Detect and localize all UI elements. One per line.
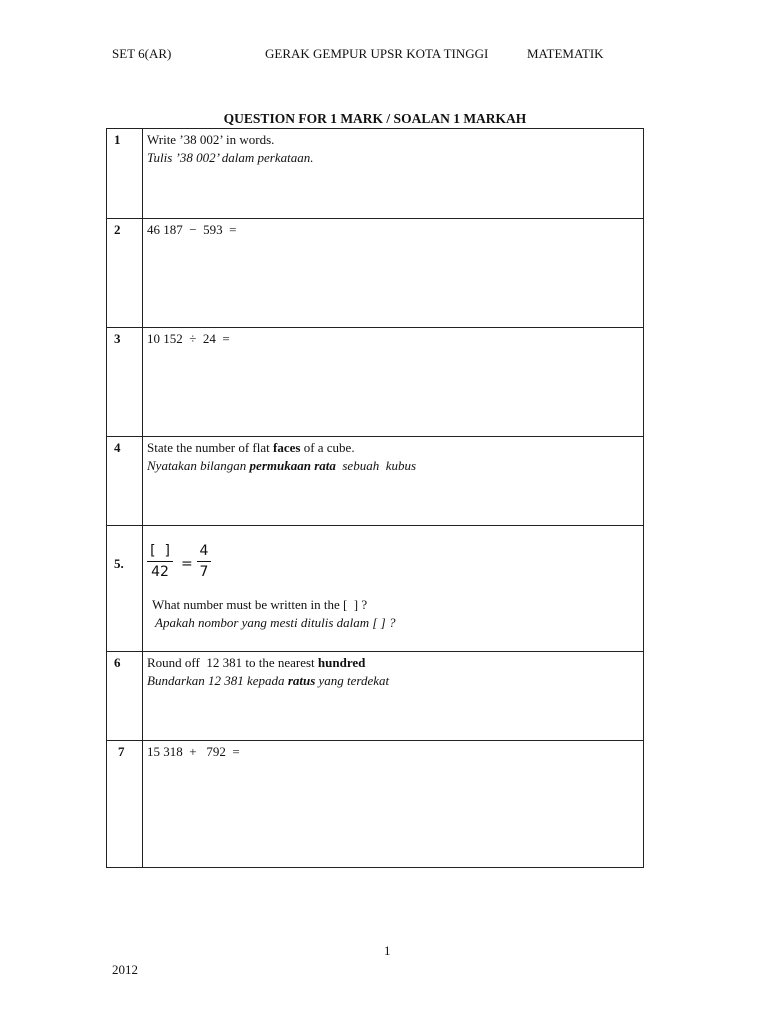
fraction-denominator: 7 bbox=[199, 564, 209, 580]
bold-term: faces bbox=[273, 440, 301, 455]
fraction-numerator: 4 bbox=[197, 542, 211, 562]
header-set-label: SET 6(AR) bbox=[112, 46, 172, 61]
fraction-equation bbox=[147, 528, 643, 596]
question-number: 1 bbox=[107, 129, 143, 219]
question-row-5 bbox=[107, 526, 644, 652]
fraction-numerator: [ ] bbox=[147, 542, 173, 562]
text-span: State the number of flat bbox=[147, 440, 273, 455]
question-content bbox=[143, 129, 644, 219]
section-title: QUESTION FOR 1 MARK / SOALAN 1 MARKAH bbox=[223, 111, 527, 126]
question-content bbox=[143, 652, 644, 741]
question-text-en bbox=[147, 654, 643, 672]
text-span: sebuah kubus bbox=[335, 458, 417, 473]
question-row-4 bbox=[107, 437, 644, 526]
question-expression: 15 318 + 792 = bbox=[147, 744, 240, 759]
fraction-right bbox=[197, 542, 211, 581]
bold-term: hundred bbox=[317, 655, 366, 670]
question-row-7 bbox=[107, 741, 644, 868]
fraction-left bbox=[147, 542, 173, 581]
question-text-en: What number must be written in the [ ] ? bbox=[152, 597, 368, 612]
question-text-en: Write ’38 002’ in words. bbox=[147, 132, 275, 147]
question-expression: 10 152 ÷ 24 = bbox=[147, 331, 230, 346]
question-content bbox=[143, 526, 644, 652]
question-row-3 bbox=[107, 328, 644, 437]
text-span: of a cube. bbox=[300, 440, 355, 455]
text-span: Bundarkan 12 381 kepada bbox=[147, 673, 288, 688]
question-number: 3 bbox=[107, 328, 143, 437]
question-row-2 bbox=[107, 219, 644, 328]
fraction-denominator: 42 bbox=[151, 564, 169, 580]
question-expression: 46 187 − 593 = bbox=[147, 222, 237, 237]
header-program-title: GERAK GEMPUR UPSR KOTA TINGGI bbox=[265, 46, 489, 61]
question-text-ms: Tulis ’38 002’ dalam perkataan. bbox=[147, 150, 314, 165]
question-text-ms bbox=[147, 457, 643, 475]
question-content bbox=[143, 328, 644, 437]
question-number: 5. bbox=[107, 526, 143, 652]
questions-table bbox=[106, 128, 644, 868]
question-text-en bbox=[147, 439, 643, 457]
equals-sign: = bbox=[181, 556, 193, 572]
question-number: 7 bbox=[107, 741, 143, 868]
question-number: 6 bbox=[107, 652, 143, 741]
question-number: 2 bbox=[107, 219, 143, 328]
bold-term: permukaan rata bbox=[249, 458, 336, 473]
text-span: Round off 12 381 to the nearest bbox=[147, 655, 318, 670]
question-row-6 bbox=[107, 652, 644, 741]
footer-year: 2012 bbox=[112, 962, 138, 977]
header-subject: MATEMATIK bbox=[527, 46, 604, 61]
question-content bbox=[143, 741, 644, 868]
text-span: yang terdekat bbox=[315, 673, 390, 688]
question-content bbox=[143, 219, 644, 328]
page-number: 1 bbox=[384, 943, 391, 958]
question-row-1 bbox=[107, 129, 644, 219]
question-number: 4 bbox=[107, 437, 143, 526]
question-content bbox=[143, 437, 644, 526]
bold-term: ratus bbox=[287, 673, 316, 688]
question-text-ms bbox=[147, 672, 643, 690]
text-span: Nyatakan bilangan bbox=[147, 458, 250, 473]
question-text-ms: Apakah nombor yang mesti ditulis dalam [ ] ? bbox=[155, 615, 396, 630]
